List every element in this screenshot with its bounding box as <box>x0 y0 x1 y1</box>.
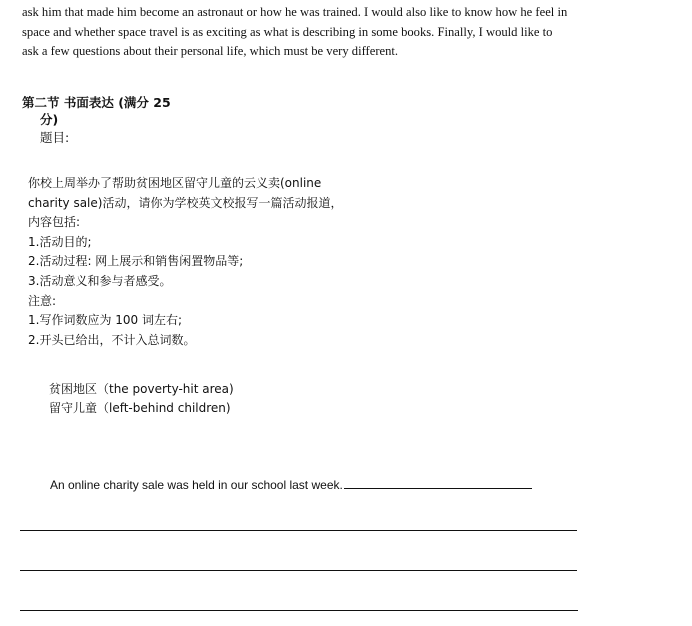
passage-line: space and whether space travel is as exciting as what is describing in some books. Finally, I would like to <box>22 24 553 39</box>
answer-line[interactable] <box>20 610 578 611</box>
writing-prompt <box>28 174 342 350</box>
opening-sentence: An online charity sale was held in our school last week. <box>50 478 343 492</box>
section-heading: 第二节 书面表达 (满分 25 <box>22 95 171 110</box>
passage-line: ask a few questions about their personal life, which must be very different. <box>22 44 399 58</box>
answer-line[interactable] <box>20 530 577 531</box>
vocabulary-item: 贫困地区（the poverty-hit area) <box>49 382 234 396</box>
content-point: 1.活动目的; <box>28 234 92 249</box>
note-item: 1.写作词数应为 100 词左右; <box>28 313 183 328</box>
section-heading-continued: 分) <box>40 112 59 127</box>
answer-blank-inline[interactable] <box>344 476 532 489</box>
vocabulary-hints <box>49 380 234 419</box>
content-point: 3.活动意义和参与者感受。 <box>28 273 172 288</box>
content-point: 2.活动过程: 网上展示和销售闲置物品等; <box>28 254 244 269</box>
note-item: 2.开头已给出，不计入总词数。 <box>28 332 196 347</box>
prompt-line: charity sale)活动，请你为学校英文校报写一篇活动报道， <box>28 195 343 210</box>
passage-text <box>22 3 684 62</box>
passage-line: ask him that made him become an astronaut or how he was trained. I would also like to know how he feel in <box>22 5 568 19</box>
prompt-line: 你校上周举办了帮助贫困地区留守儿童的云义卖(online <box>28 176 322 190</box>
content-label: 内容包括: <box>28 215 81 230</box>
answer-opening <box>50 476 532 494</box>
answer-line[interactable] <box>20 570 577 571</box>
vocabulary-item: 留守儿童（left-behind children) <box>49 401 231 416</box>
notes-label: 注意: <box>28 293 57 308</box>
topic-label: 题目: <box>40 130 70 145</box>
